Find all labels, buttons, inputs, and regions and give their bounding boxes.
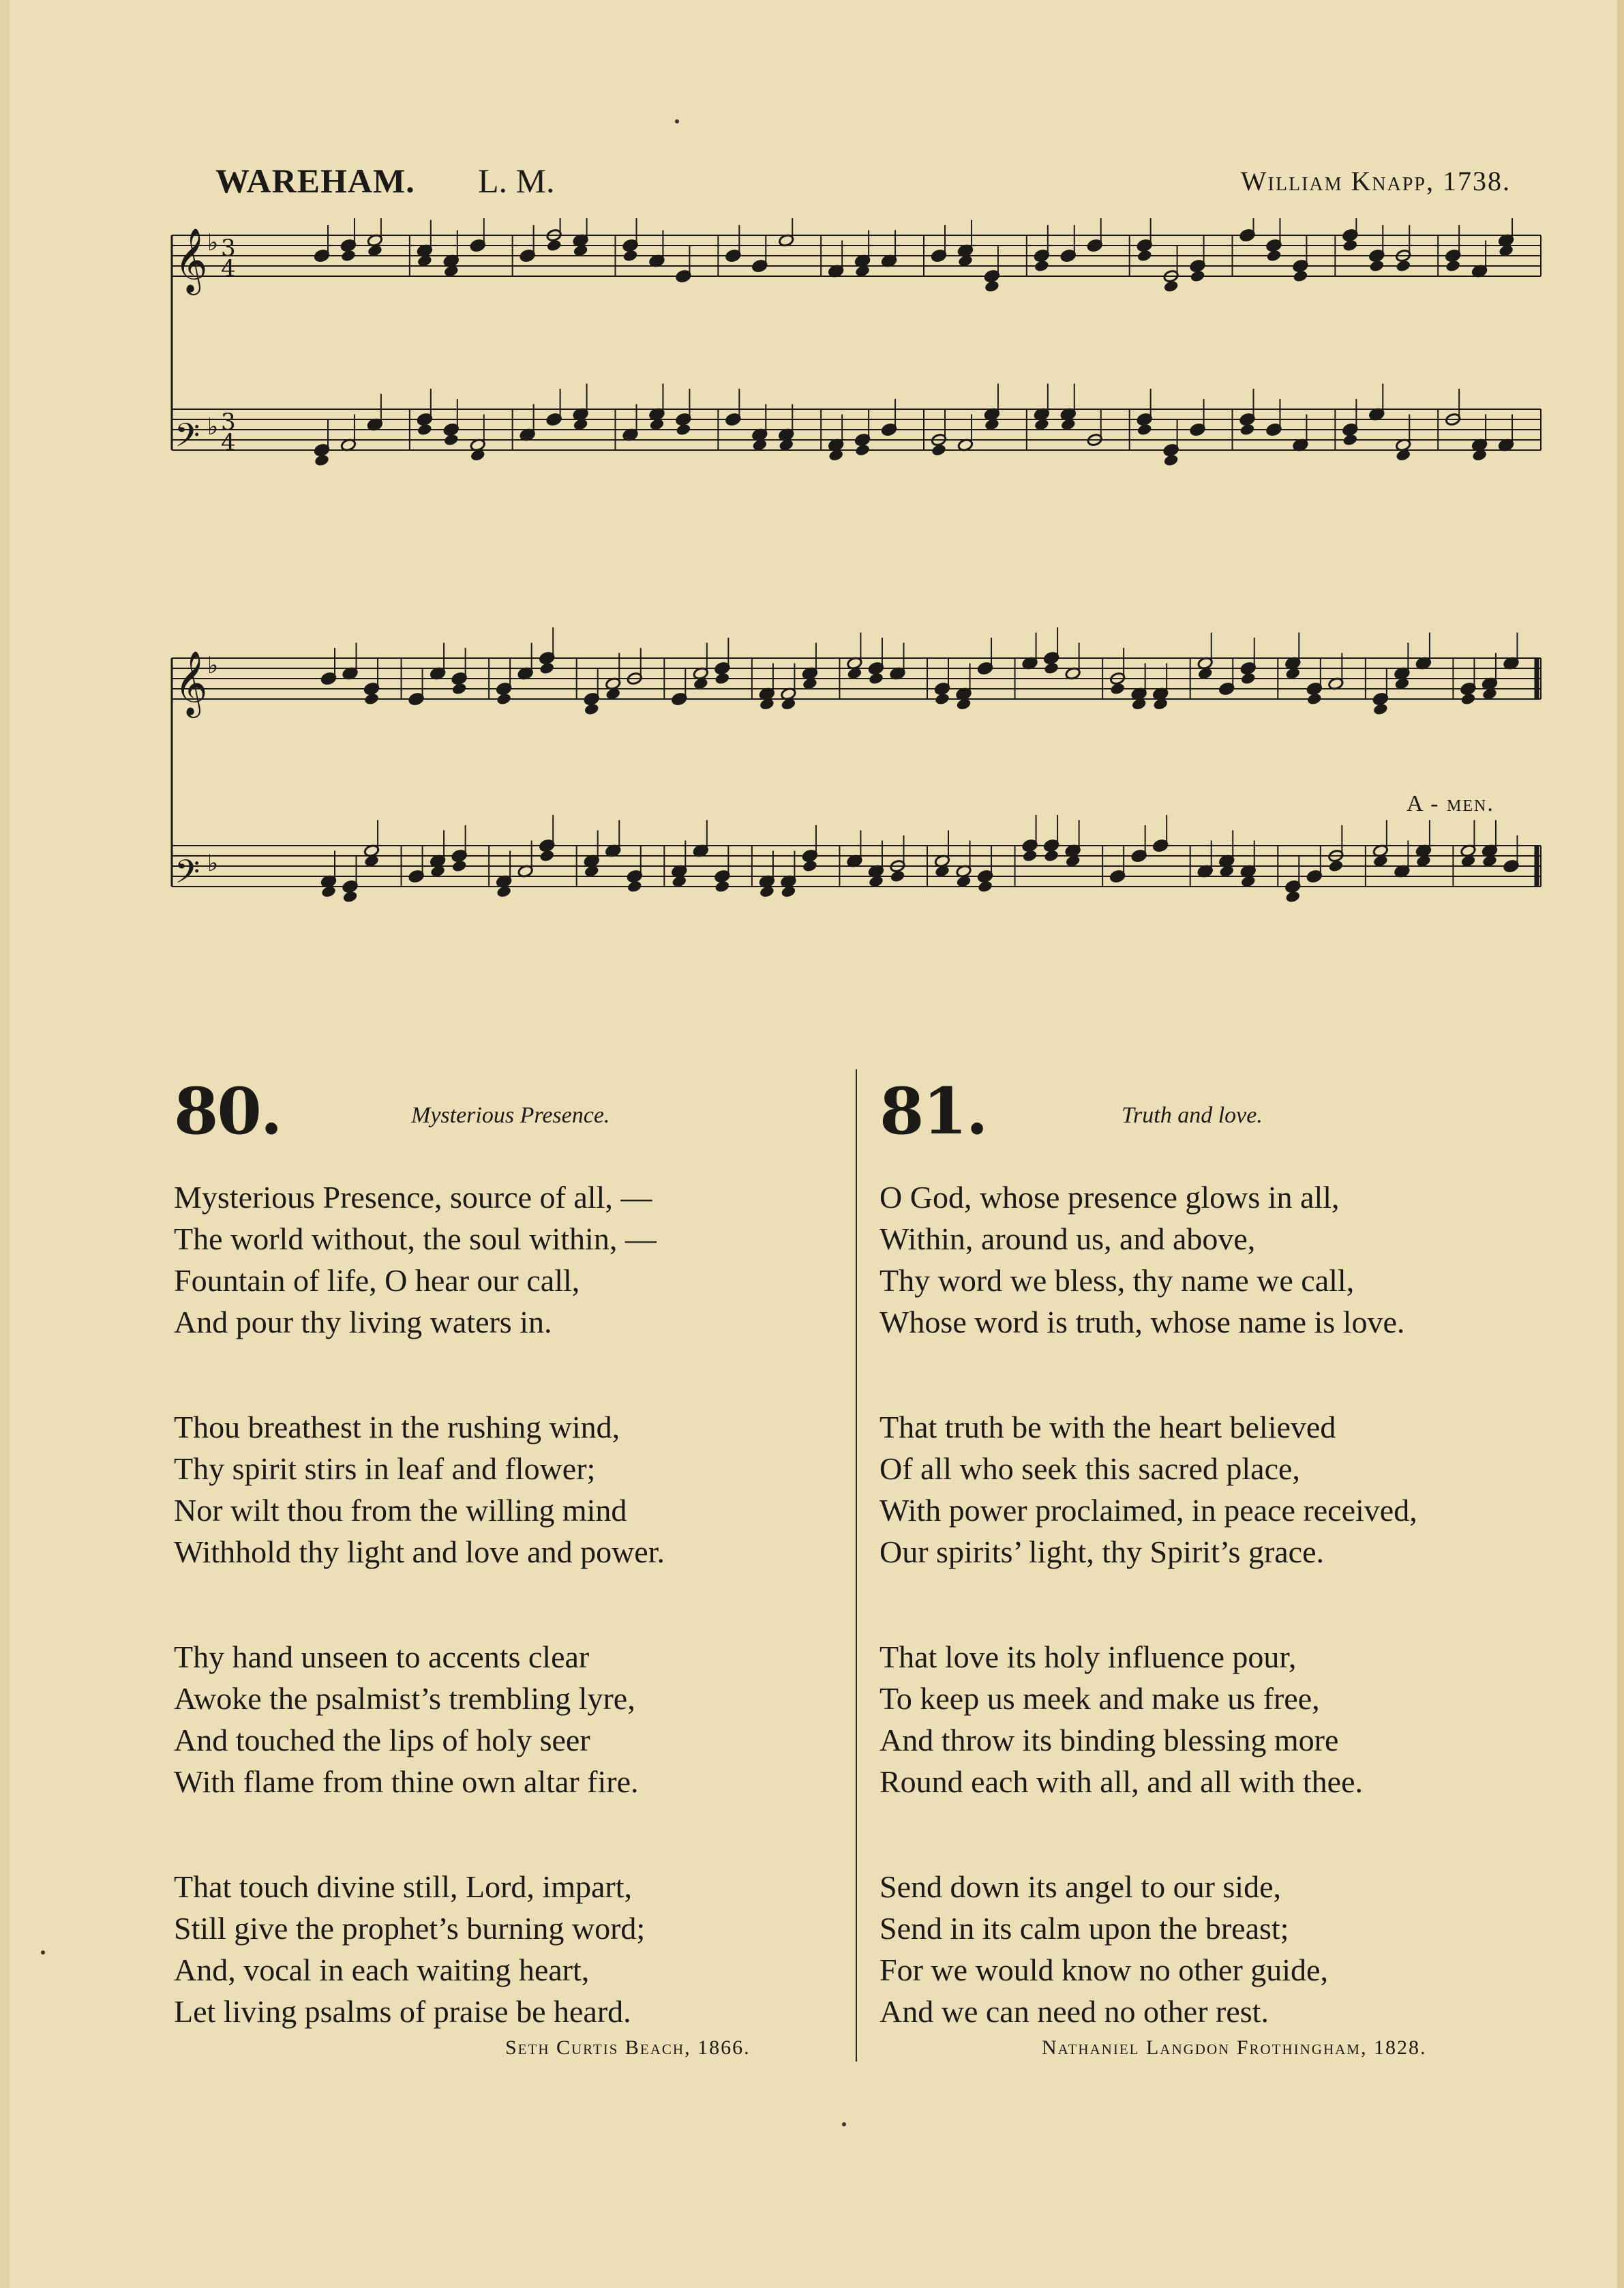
stanza xyxy=(174,1406,665,1573)
verse-line: That truth be with the heart believed xyxy=(879,1410,1336,1444)
note-head xyxy=(802,859,818,873)
note-head xyxy=(451,859,468,873)
tune-composer: William Knapp, 1738. xyxy=(1240,166,1511,196)
treble-clef-icon: 𝄞 xyxy=(175,651,208,715)
time-signature-top: 3 xyxy=(221,235,236,262)
stanza xyxy=(879,1636,1363,1802)
note-head xyxy=(1293,269,1309,283)
bass-clef-icon: 𝄢 xyxy=(175,852,200,899)
verse-line: Thou breathest in the rushing wind, xyxy=(174,1410,620,1444)
hymn-title: Mysterious Presence. xyxy=(411,1103,610,1128)
amen-lyric: A - men. xyxy=(1407,791,1494,816)
note-head xyxy=(1342,433,1359,447)
verse-line: Thy word we bless, thy name we call, xyxy=(879,1263,1355,1298)
stanza xyxy=(174,1636,639,1802)
flat-sign-icon: ♭ xyxy=(207,652,219,679)
flat-sign-icon: ♭ xyxy=(207,413,219,441)
page-edge-right xyxy=(1617,0,1624,2288)
treble-clef-icon: 𝄞 xyxy=(175,228,208,293)
note-head xyxy=(1137,423,1153,436)
paper-speck xyxy=(842,2122,846,2126)
note-head xyxy=(342,890,359,904)
verse-line: Withhold thy light and love and power. xyxy=(174,1534,665,1569)
verse-line: Our spirits’ light, thy Spirit’s grace. xyxy=(879,1534,1325,1569)
verse-line: To keep us meek and make us free, xyxy=(879,1681,1320,1716)
verse-line: Awoke the psalmist’s trembling lyre, xyxy=(174,1681,635,1716)
verse-line: Still give the prophet’s burning word; xyxy=(174,1911,646,1946)
verse-line: The world without, the soul within, — xyxy=(174,1221,657,1256)
note-head xyxy=(854,443,871,457)
verse-line: And we can need no other rest. xyxy=(879,1994,1269,2029)
tune-meter: L. M. xyxy=(478,162,555,200)
column-divider xyxy=(856,1069,857,2062)
note-head xyxy=(443,433,460,447)
note-head xyxy=(1368,259,1385,273)
note-head xyxy=(715,880,731,893)
note-head xyxy=(1109,682,1126,696)
hymn-title: Truth and love. xyxy=(1122,1103,1263,1128)
note-head xyxy=(977,880,993,893)
verse-line: For we would know no other guide, xyxy=(879,1952,1328,1987)
note-head xyxy=(1240,672,1257,685)
note-head xyxy=(1266,249,1282,263)
flat-sign-icon: ♭ xyxy=(207,850,219,877)
stanza xyxy=(174,1866,645,2032)
note-head xyxy=(314,454,330,467)
verse-line: Nor wilt thou from the willing mind xyxy=(174,1493,627,1528)
verse-line: That touch divine still, Lord, impart, xyxy=(174,1869,632,1904)
verse-line: Whose word is truth, whose name is love. xyxy=(879,1305,1405,1339)
verse-line: Send down its angel to our side, xyxy=(879,1869,1281,1904)
verse-line: And throw its binding blessing more xyxy=(879,1723,1339,1757)
note-head xyxy=(931,443,947,457)
note-head xyxy=(1239,423,1256,436)
flat-sign-icon: ♭ xyxy=(207,229,219,256)
note-head xyxy=(1043,662,1059,675)
verse-line: With flame from thine own altar fire. xyxy=(174,1764,639,1799)
note-head xyxy=(868,672,884,685)
stanza xyxy=(174,1176,657,1343)
verse-line: With power proclaimed, in peace received, xyxy=(879,1493,1417,1528)
bass-clef-icon: 𝄢 xyxy=(175,416,200,462)
tune-name: WAREHAM. xyxy=(215,162,415,200)
note-head xyxy=(890,870,906,883)
note-head xyxy=(1043,849,1059,863)
note-head xyxy=(584,702,600,716)
stanza xyxy=(879,1406,1417,1573)
hymn-number: 81. xyxy=(879,1074,987,1149)
note-head xyxy=(451,682,468,696)
note-head xyxy=(1372,702,1389,716)
note-head xyxy=(984,280,1000,293)
verse-line: Thy spirit stirs in leaf and flower; xyxy=(174,1451,596,1486)
note-head xyxy=(1445,259,1461,273)
note-head xyxy=(622,249,639,263)
verse-line: And pour thy living waters in. xyxy=(174,1305,552,1339)
verse-line: Fountain of life, O hear our call, xyxy=(174,1263,580,1298)
hymn-number: 80. xyxy=(174,1074,282,1149)
note-head xyxy=(1163,280,1179,293)
verse-line: Thy hand unseen to accents clear xyxy=(174,1639,590,1674)
paper-speck xyxy=(41,1950,45,1955)
page-edge-left xyxy=(0,0,10,2288)
note-head xyxy=(1163,454,1179,467)
stanza xyxy=(879,1176,1404,1343)
note-head xyxy=(539,849,555,863)
verse-line: Send in its calm upon the breast; xyxy=(879,1911,1289,1946)
note-head xyxy=(546,239,562,252)
note-head xyxy=(1034,259,1050,273)
note-head xyxy=(676,423,692,436)
verse-line: Of all who seek this sacred place, xyxy=(879,1451,1300,1486)
verse-line: Let living psalms of praise be heard. xyxy=(174,1994,631,2029)
tune-header xyxy=(215,161,1511,209)
hymn-author: Seth Curtis Beach, 1866. xyxy=(505,2036,751,2059)
verse-line: And touched the lips of holy seer xyxy=(174,1723,590,1757)
time-signature-top: 3 xyxy=(221,408,236,436)
note-head xyxy=(1460,692,1477,706)
note-head xyxy=(1137,249,1153,263)
hymn-author: Nathaniel Langdon Frothingham, 1828. xyxy=(1042,2036,1427,2059)
note-head xyxy=(496,692,512,706)
note-head xyxy=(340,249,357,263)
note-head xyxy=(1284,890,1301,904)
note-head xyxy=(1395,259,1411,273)
paper-speck xyxy=(675,119,679,123)
time-signature-bottom: 4 xyxy=(221,255,236,282)
verse-line: That love its holy influence pour, xyxy=(879,1639,1297,1674)
verse-line: And, vocal in each waiting heart, xyxy=(174,1952,590,1987)
note-head xyxy=(539,662,555,675)
verse-line: Mysterious Presence, source of all, — xyxy=(174,1180,652,1215)
verse-line: Within, around us, and above, xyxy=(879,1221,1256,1256)
note-head xyxy=(715,672,731,685)
note-head xyxy=(1328,859,1344,873)
sheet-music xyxy=(170,218,1548,975)
note-head xyxy=(1022,849,1038,863)
note-head xyxy=(627,880,643,893)
stanza xyxy=(879,1866,1328,2032)
verse-line: Round each with all, and all with thee. xyxy=(879,1764,1363,1799)
note-head xyxy=(1342,239,1359,252)
note-head xyxy=(363,692,380,706)
note-head xyxy=(417,423,433,436)
note-head xyxy=(1190,269,1206,283)
note-head xyxy=(934,692,950,706)
note-head xyxy=(1306,692,1323,706)
time-signature-bottom: 4 xyxy=(221,429,236,456)
verse-line: O God, whose presence glows in all, xyxy=(879,1180,1340,1215)
